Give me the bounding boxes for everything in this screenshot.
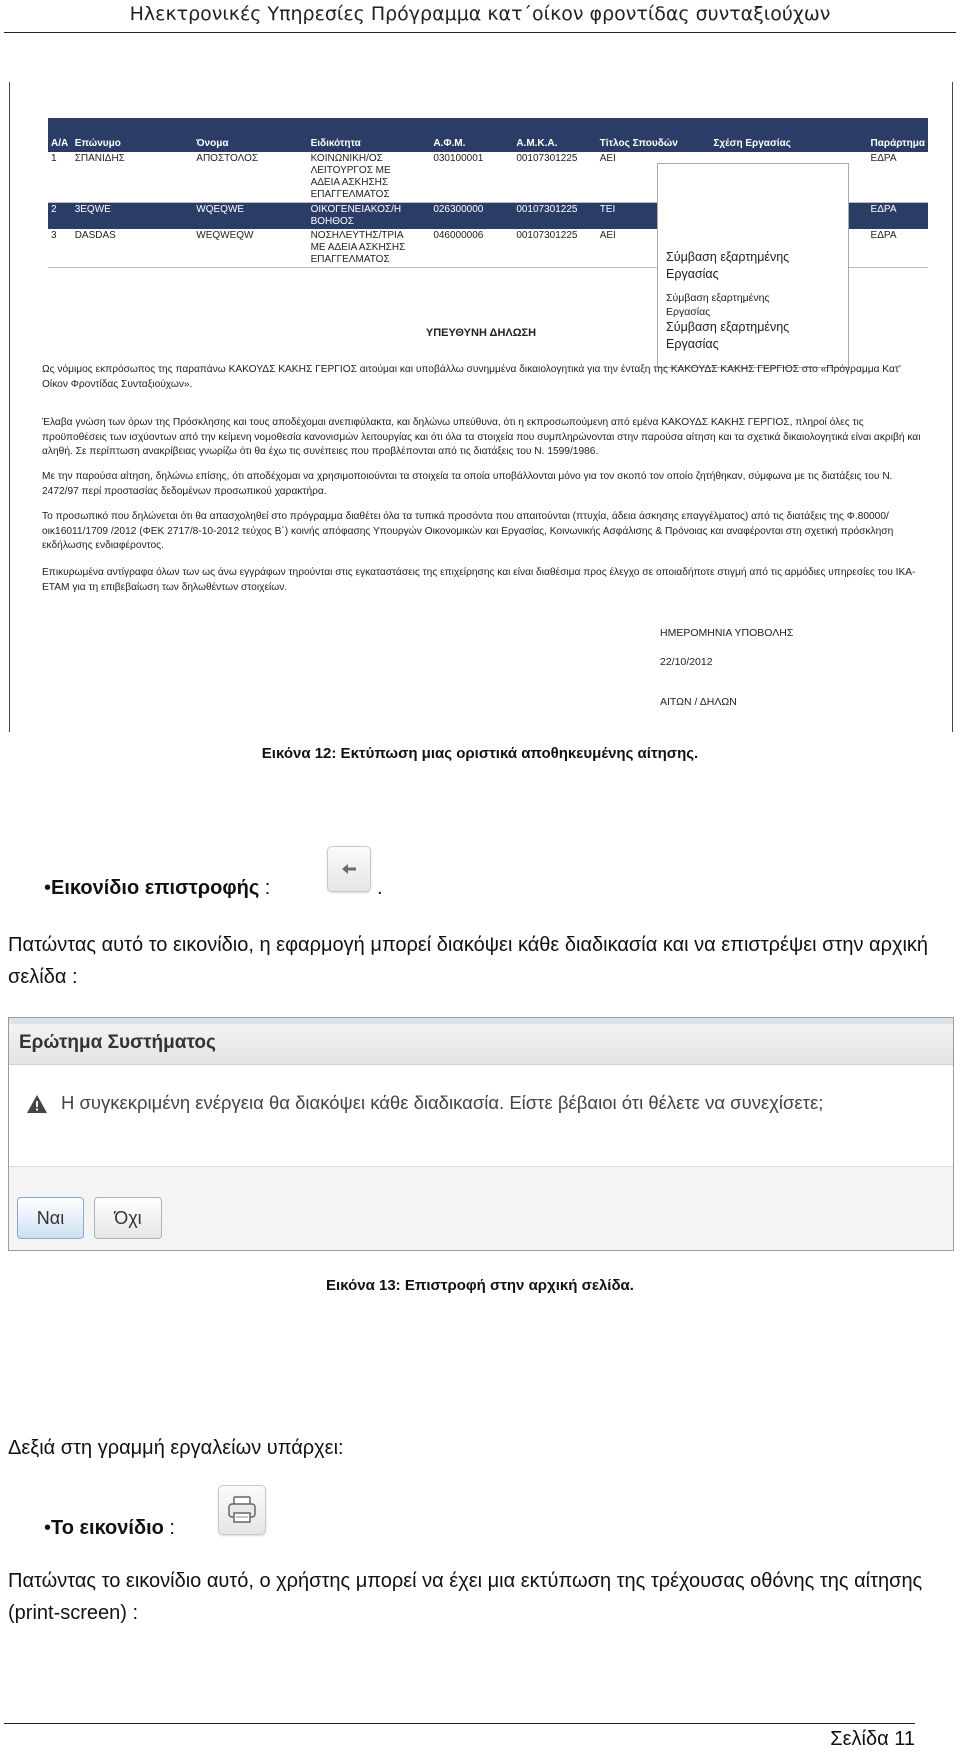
cell-degree: ΑΕΙ: [597, 152, 711, 203]
specialty-line: ΑΔΕΙΑ ΑΣΚΗΣΗΣ: [310, 177, 389, 188]
back-arrow-icon[interactable]: [327, 846, 371, 892]
declaration-paragraph: Έλαβα γνώση των όρων της Πρόσκλησης και τους αποδέχομαι ανεπιφύλακτα, και δηλώνω υπεύθυνα, ότι η εκπροσωπούμενη από εμένα ΚΑΚΟΥΔΣ ΚΑΚΗΣ ΓΕΡΓΙΟΣ, πληροί όλες τις προϋποθέσεις των ισχύοντων από την κείμενη νομοθεσία κανονισμών λειτουργίας και ότι όλα τα στοιχεία που συμπληρώνονται στην παρούσα αίτηση και τα σχετικά δικαιολογητικά είναι ακριβή και αληθή. Σε περίπτωση ανακρίβειας γνωρίζω ότι θα έχω τις συνέπειες που προβλέπονται από τις διατάξεις του Ν. 1599/1986.: [42, 417, 921, 458]
printer-icon[interactable]: [218, 1485, 266, 1535]
back-arrow-glyph: [328, 847, 370, 891]
system-question-dialog: [8, 1017, 954, 1251]
specialty-line: ΒΟΗΘΟΣ: [310, 216, 354, 227]
dialog-title: Ερώτημα Συστήματος: [19, 1032, 216, 1053]
toolbar-intro: Δεξιά στη γραμμή εργαλείων υπάρχει:: [8, 1437, 344, 1459]
declaration-paragraph: Ως νόμιμος εκπρόσωπος της παραπάνω ΚΑΚΟΥΔΣ ΚΑΚΗΣ ΓΕΡΓΙΟΣ αιτούμαι και υποβάλλω συνημμένα δικαιολογητικά για την ένταξη της ΚΑΚΟΥΔΣ ΚΑΚΗΣ ΓΕΡΓΙΟΣ στο «Πρόγραμμα Κατ' Οίκον Φροντίδας Συνταξιούχων».: [42, 364, 901, 390]
header-title: Ηλεκτρονικές Υπηρεσίες Πρόγραμμα κατ΄οίκον φροντίδας συνταξιούχων: [129, 3, 831, 25]
specialty-line: ΟΙΚΟΓΕΝΕΙΑΚΟΣ/Η: [310, 204, 402, 215]
printer-glyph: [219, 1486, 265, 1534]
application-printout-figure: [9, 82, 953, 732]
relation-cell: [666, 249, 789, 283]
page-number: Σελίδα 11: [830, 1728, 915, 1750]
cell-amka: 00107301225: [513, 229, 596, 268]
col-branch: Παράρτημα: [868, 118, 928, 152]
specialty-line: ΕΠΑΓΓΕΛΜΑΤΟΣ: [310, 254, 390, 265]
cell-branch: ΕΔΡΑ: [868, 229, 928, 268]
dialog-message: Η συγκεκριμένη ενέργεια θα διακόψει κάθε διαδικασία. Είστε βέβαιοι ότι θέλετε να συνεχίσετε;: [61, 1092, 824, 1113]
relation-line: Σύμβαση εξαρτημένης: [666, 320, 790, 334]
cell-afm: 046000006: [430, 229, 513, 268]
relation-line: Εργασίας: [666, 337, 719, 351]
cell-branch: ΕΔΡΑ: [868, 203, 928, 230]
submission-date-label: ΗΜΕΡΟΜΗΝΙΑ ΥΠΟΒΟΛΗΣ: [660, 627, 794, 639]
cell-surname: 3EQWE: [72, 203, 194, 230]
specialty-line: ΝΟΣΗΛΕΥΤΗΣ/ΤΡΙΑ: [310, 230, 404, 241]
cell-name: WEQWEQW: [193, 229, 307, 268]
cell-afm: 030100001: [430, 152, 513, 203]
declaration-paragraph: Το προσωπικό που δηλώνεται ότι θα απασχοληθεί στο πρόγραμμα διαθέτει όλα τα τυπικά προσόντα που απαιτούνται (πτυχία, άδεια άσκησης επαγγέλματος) από τις διατάξεις της Φ.80000/οικ16011/1709 /2012 (ΦΕΚ 2717/8-10-2012 τεύχος Β΄) κοινής απόφασης Υπουργών Οικονομικών και Εργασίας, Κοινωνικής Ασφάλισης & Πρόνοιας και αναφέρονται στη σχετική πρόσκληση εκδήλωσης ενδιαφέροντος.: [42, 511, 894, 552]
table-header-row: [48, 118, 928, 152]
submission-date-value: 22/10/2012: [660, 656, 713, 668]
cell-degree: ΑΕΙ: [597, 229, 711, 268]
col-name: Όνομα: [193, 118, 307, 152]
cell-specialty: [308, 203, 431, 230]
cell-aa: 3: [48, 229, 72, 268]
return-description: Πατώντας αυτό το εικονίδιο, η εφαρμογή μπορεί διακόψει κάθε διαδικασία και να επιστρέψει στην αρχική σελίδα :: [8, 934, 929, 988]
declaration-paragraph: Με την παρούσα αίτηση, δηλώνω επίσης, ότι αποδέχομαι να χρησιμοποιούνται τα στοιχεία τα οποία υποβάλλονται μόνο για τον σκοπό τον οποίο ζητήθηκαν, σύμφωνα με τις διατάξεις του Ν. 2472/97 περί προστασίας δεδομένων προσωπικού χαρακτήρα.: [42, 471, 893, 497]
signer-label: ΑΙΤΩΝ / ΔΗΛΩΝ: [660, 696, 737, 708]
col-afm: Α.Φ.Μ.: [430, 118, 513, 152]
cell-degree: ΤΕΙ: [597, 203, 711, 230]
specialty-line: ΛΕΙΤΟΥΡΓΟΣ ΜΕ: [310, 165, 391, 176]
col-surname: Επώνυμο: [72, 118, 194, 152]
relation-line: Σύμβαση εξαρτημένης: [666, 292, 770, 304]
col-amka: Α.Μ.Κ.Α.: [513, 118, 596, 152]
cell-surname: ΣΠΑΝΙΔΗΣ: [72, 152, 194, 203]
bullet-dot: •: [44, 1517, 52, 1539]
return-icon-period: .: [377, 877, 383, 899]
caption-figure-12: Εικόνα 12: Εκτύπωση μιας οριστικά αποθηκευμένης αίτησης.: [261, 745, 699, 762]
print-icon-label: Το εικονίδιο: [51, 1517, 164, 1539]
col-relation: Σχέση Εργασίας: [710, 118, 867, 152]
print-icon-bullet: [44, 1517, 175, 1540]
header-rule: [4, 32, 956, 33]
page-header: [0, 0, 960, 34]
yes-button[interactable]: Ναι: [17, 1197, 84, 1239]
print-icon-colon: :: [163, 1517, 175, 1539]
declaration-title: ΥΠΕΥΘΥΝΗ ΔΗΛΩΣΗ: [425, 327, 537, 339]
relation-line: Εργασίας: [666, 267, 719, 281]
specialty-line: ΕΠΑΓΓΕΛΜΑΤΟΣ: [310, 189, 390, 200]
cell-aa: 1: [48, 152, 72, 203]
relation-line: Σύμβαση εξαρτημένης: [666, 250, 790, 264]
specialty-line: ΜΕ ΑΔΕΙΑ ΑΣΚΗΣΗΣ: [310, 242, 406, 253]
cell-aa: 2: [48, 203, 72, 230]
cell-name: WQEQWE: [193, 203, 307, 230]
footer-rule: [4, 1723, 915, 1724]
cell-surname: DASDAS: [72, 229, 194, 268]
bullet-dot: •: [44, 877, 52, 899]
cell-specialty: [308, 152, 431, 203]
col-degree: Τίτλος Σπουδών: [597, 118, 711, 152]
return-icon-colon: :: [259, 877, 271, 899]
print-description: Πατώντας το εικονίδιο αυτό, ο χρήστης μπορεί να έχει μια εκτύπωση της τρέχουσας οθόνης της αίτησης (print-screen) :: [8, 1570, 923, 1624]
return-icon-label: Εικονίδιο επιστροφής: [51, 877, 260, 899]
cell-specialty: [308, 229, 431, 268]
cell-name: ΑΠΟΣΤΟΛΟΣ: [193, 152, 307, 203]
no-button[interactable]: Όχι: [94, 1197, 162, 1239]
cell-amka: 00107301225: [513, 152, 596, 203]
return-icon-bullet: [44, 877, 270, 900]
col-aa: Α/Α: [48, 118, 72, 152]
specialty-line: ΚΟΙΝΩΝΙΚΗ/ΟΣ: [310, 153, 383, 164]
warning-icon: [26, 1094, 48, 1114]
cell-afm: 026300000: [430, 203, 513, 230]
relation-line: Εργασίας: [666, 306, 711, 318]
col-specialty: Ειδικότητα: [308, 118, 431, 152]
cell-amka: 00107301225: [513, 203, 596, 230]
cell-branch: ΕΔΡΑ: [868, 152, 928, 203]
caption-figure-13: Εικόνα 13: Επιστροφή στην αρχική σελίδα.: [326, 1277, 634, 1294]
declaration-paragraph: Επικυρωμένα αντίγραφα όλων των ως άνω εγγράφων τηρούνται στις εγκαταστάσεις της επιχείρησης και είναι διαθέσιμα προς έλεγχο σε οποιαδήποτε στιγμή από τις αρμόδιες υπηρεσίες του ΙΚΑ-ΕΤΑΜ για τη επιβεβαίωση των δηλωθέντων στοιχείων.: [42, 567, 916, 593]
relation-cell: [666, 291, 770, 319]
